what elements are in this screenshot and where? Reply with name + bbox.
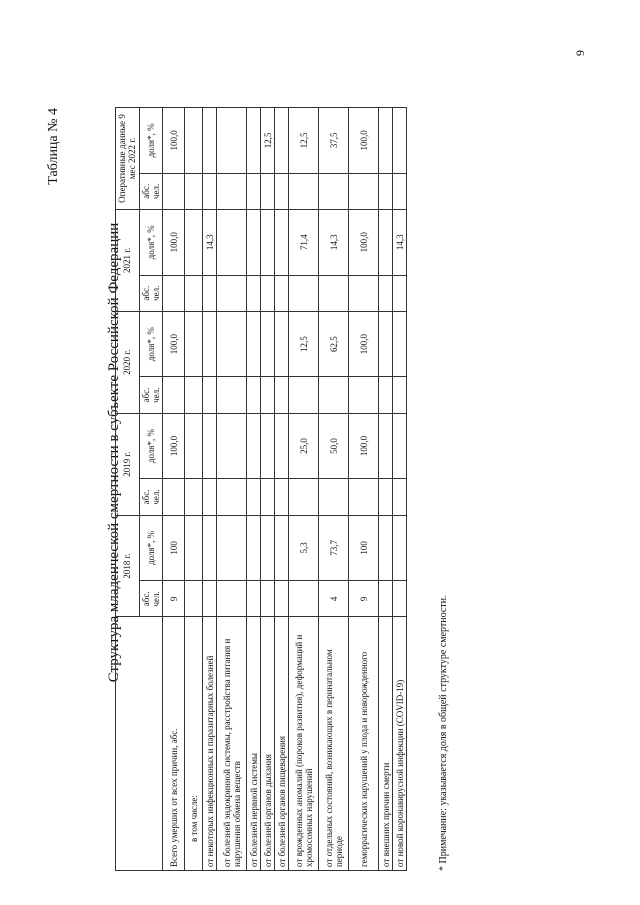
cell-abs (247, 479, 261, 515)
table-title: Структура младенческой смертности в субъекте Российской Федерации (106, 222, 122, 683)
cell-share: 14,3 (203, 209, 217, 275)
cell-share (185, 108, 203, 174)
header-share: доля*, % (139, 515, 163, 581)
cell-abs (379, 377, 393, 413)
cell-abs (163, 275, 185, 311)
cell-abs (217, 479, 247, 515)
cell-share (393, 413, 407, 479)
table-row (217, 108, 247, 871)
cell-abs (289, 581, 319, 617)
cell-share (261, 209, 275, 275)
cell-share (247, 413, 261, 479)
cell-share: 100,0 (349, 311, 379, 377)
cell-abs (275, 581, 289, 617)
cell-abs (349, 377, 379, 413)
cell-abs (185, 275, 203, 311)
cell-abs (203, 377, 217, 413)
cell-abs (289, 479, 319, 515)
cell-abs: 9 (349, 581, 379, 617)
cell-abs (185, 479, 203, 515)
cell-share: 100,0 (163, 311, 185, 377)
cell-share (393, 108, 407, 174)
cell-share (185, 413, 203, 479)
table-row (289, 108, 319, 871)
header-share: доля*, % (139, 209, 163, 275)
mortality-table (115, 107, 407, 871)
cell-share: 71,4 (289, 209, 319, 275)
table-row (185, 108, 203, 871)
cell-abs (217, 377, 247, 413)
page-number: 9 (573, 50, 587, 56)
cell-share (379, 108, 393, 174)
row-label: от болезней эндокринной системы, расстройства питания и нарушения обмена веществ (217, 617, 247, 871)
table-row (247, 108, 261, 871)
cell-share (261, 311, 275, 377)
cell-share (203, 413, 217, 479)
cell-share: 100,0 (349, 209, 379, 275)
cell-share: 100 (349, 515, 379, 581)
cell-share (247, 209, 261, 275)
table-row (275, 108, 289, 871)
cell-abs (349, 173, 379, 209)
cell-abs (275, 275, 289, 311)
cell-abs (261, 479, 275, 515)
table-row (163, 108, 185, 871)
cell-abs (261, 377, 275, 413)
row-label: от новой коронавирусной инфекции (COVID-19) (393, 617, 407, 871)
cell-abs (203, 479, 217, 515)
header-abs: абс. чел. (139, 581, 163, 617)
cell-share (275, 311, 289, 377)
header-abs: абс. чел. (139, 479, 163, 515)
header-abs: абс. чел. (139, 173, 163, 209)
cell-share: 50,0 (319, 413, 349, 479)
table-row (379, 108, 393, 871)
cell-share (275, 413, 289, 479)
cell-share: 12,5 (289, 311, 319, 377)
cell-abs (217, 275, 247, 311)
row-label: от внешних причин смерти (379, 617, 393, 871)
cell-share: 5,3 (289, 515, 319, 581)
cell-abs (185, 377, 203, 413)
footnote: * Примечание: указывается доля в общей структуре смертности. (438, 595, 449, 871)
row-label: в том числе: (185, 617, 203, 871)
cell-abs (393, 275, 407, 311)
header-year: 2018 г. (116, 515, 140, 617)
cell-share (185, 209, 203, 275)
cell-abs (289, 275, 319, 311)
cell-abs (319, 275, 349, 311)
row-label: от болезней нервной системы (247, 617, 261, 871)
cell-abs (275, 173, 289, 209)
row-label: Всего умерших от всех причин, абс. (163, 617, 185, 871)
cell-share: 73,7 (319, 515, 349, 581)
cell-share: 100,0 (163, 209, 185, 275)
cell-share (203, 515, 217, 581)
cell-share (275, 515, 289, 581)
header-year: Оперативные данные 9 мес 2022 г. (116, 108, 140, 210)
cell-abs (163, 377, 185, 413)
cell-share (247, 108, 261, 174)
cell-abs (319, 173, 349, 209)
cell-abs (379, 479, 393, 515)
cell-share: 100,0 (349, 413, 379, 479)
cell-abs (203, 173, 217, 209)
cell-abs (261, 581, 275, 617)
cell-abs (261, 173, 275, 209)
table-row (349, 108, 379, 871)
cell-abs (393, 581, 407, 617)
cell-share (217, 311, 247, 377)
cell-share: 12,5 (261, 108, 275, 174)
header-share: доля*, % (139, 311, 163, 377)
table-row (261, 108, 275, 871)
header-year: 2021 г. (116, 209, 140, 311)
cell-share: 14,3 (319, 209, 349, 275)
cell-share: 100,0 (163, 108, 185, 174)
header-abs: абс. чел. (139, 275, 163, 311)
cell-abs (275, 479, 289, 515)
cell-share: 100 (163, 515, 185, 581)
cell-abs (319, 377, 349, 413)
cell-share (261, 515, 275, 581)
cell-share: 62,5 (319, 311, 349, 377)
cell-share: 100,0 (349, 108, 379, 174)
cell-abs (203, 275, 217, 311)
cell-abs (247, 377, 261, 413)
cell-share (217, 209, 247, 275)
cell-abs (379, 581, 393, 617)
header-row-years (116, 108, 140, 871)
cell-abs (275, 377, 289, 413)
cell-abs (247, 581, 261, 617)
cell-share: 14,3 (393, 209, 407, 275)
cell-share (261, 413, 275, 479)
row-label: от некоторых инфекционных и паразитарных болезней (203, 617, 217, 871)
header-year: 2020 г. (116, 311, 140, 413)
cell-abs (217, 581, 247, 617)
cell-abs (163, 479, 185, 515)
cell-abs (319, 479, 349, 515)
cell-abs (289, 377, 319, 413)
cell-share (379, 311, 393, 377)
cell-share (379, 413, 393, 479)
cell-share (217, 108, 247, 174)
cell-abs (379, 173, 393, 209)
cell-abs (185, 581, 203, 617)
header-corner (116, 617, 163, 871)
table-row (393, 108, 407, 871)
cell-share: 25,0 (289, 413, 319, 479)
cell-share (203, 311, 217, 377)
cell-share (247, 515, 261, 581)
cell-abs (203, 581, 217, 617)
header-share: доля*, % (139, 108, 163, 174)
row-label: от болезней органов дыхания (261, 617, 275, 871)
row-label: от врожденных аномалий (пороков развития), деформаций и хромосомных нарушений (289, 617, 319, 871)
table-number: Таблица № 4 (46, 108, 61, 185)
row-label: от болезней органов пищеварения (275, 617, 289, 871)
header-year: 2019 г. (116, 413, 140, 515)
cell-share (185, 311, 203, 377)
cell-share: 12,5 (289, 108, 319, 174)
cell-abs (163, 173, 185, 209)
cell-share (217, 413, 247, 479)
cell-abs (247, 275, 261, 311)
cell-share (275, 209, 289, 275)
cell-share (185, 515, 203, 581)
cell-abs (349, 275, 379, 311)
row-label: от отдельных состояний, возникающих в перинатальном периоде (319, 617, 349, 871)
cell-abs (261, 275, 275, 311)
cell-abs: 9 (163, 581, 185, 617)
cell-abs: 4 (319, 581, 349, 617)
cell-share (393, 311, 407, 377)
cell-share (393, 515, 407, 581)
cell-abs (247, 173, 261, 209)
header-abs: абс. чел. (139, 377, 163, 413)
cell-share: 37,5 (319, 108, 349, 174)
cell-share (275, 108, 289, 174)
cell-abs (217, 173, 247, 209)
header-share: доля*, % (139, 413, 163, 479)
cell-abs (289, 173, 319, 209)
cell-abs (393, 377, 407, 413)
cell-abs (349, 479, 379, 515)
cell-share (203, 108, 217, 174)
cell-share (217, 515, 247, 581)
row-label: геморрагических нарушений у плода и новорожденного (349, 617, 379, 871)
cell-share (379, 209, 393, 275)
table-row (319, 108, 349, 871)
cell-abs (393, 479, 407, 515)
cell-abs (185, 173, 203, 209)
cell-share (247, 311, 261, 377)
cell-abs (393, 173, 407, 209)
cell-share (379, 515, 393, 581)
cell-abs (379, 275, 393, 311)
cell-share: 100,0 (163, 413, 185, 479)
table-row (203, 108, 217, 871)
